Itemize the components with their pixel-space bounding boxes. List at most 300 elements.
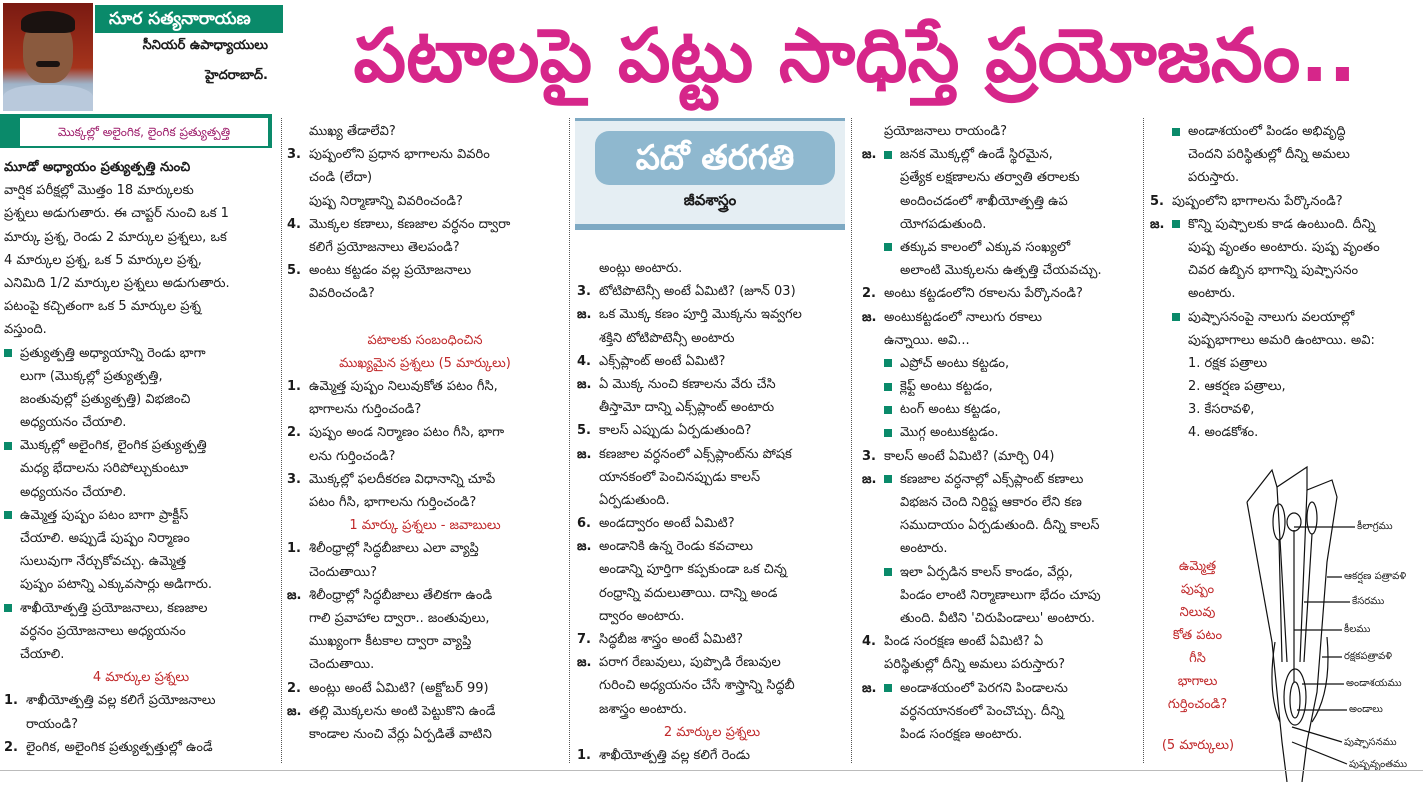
line-text: లైంగిక, అలైంగిక ప్రత్యుత్పత్తుల్లో ఉండే: [26, 739, 213, 755]
text-line: [577, 651, 847, 674]
text-line: [4, 156, 278, 179]
bullet-square-icon: [1172, 128, 1180, 136]
bullet-square-icon: [1172, 313, 1180, 321]
text-line: [1150, 213, 1422, 236]
text-line: [1150, 143, 1422, 166]
line-text: శిలీంధ్రాల్లో సిద్ధబీజాలు ఎలా వ్యాప్తి: [309, 541, 479, 557]
text-line: [4, 272, 278, 295]
diagram-label: అండాలు: [1349, 704, 1383, 715]
bullet-square-icon: [884, 684, 892, 692]
line-text: చేయాలి. అప్పుడే పుష్పం నిర్మాణం: [20, 531, 190, 546]
question-marker: జ.: [862, 471, 877, 487]
line-text: పుష్పం పటాన్ని ఎక్కువసార్లు అడిగారు.: [20, 577, 213, 593]
text-line: [4, 736, 278, 759]
line-text: 4 మార్కుల ప్రశ్న, ఒక 5 మార్కుల ప్రశ్న,: [4, 252, 202, 268]
line-text: అంటారు.: [900, 541, 948, 557]
text-line: [862, 282, 1140, 305]
figure-caption: [1150, 555, 1245, 716]
question-marker: జ.: [287, 703, 302, 719]
line-text: లుగా (మొక్కల్లో ప్రత్యుత్పత్తి,: [20, 368, 163, 384]
caption-line: గీసి: [1189, 651, 1206, 666]
line-text: విభజన చెంది నిర్దిష్ట ఆకారం లేని కణ: [900, 495, 1082, 510]
text-line: [287, 236, 563, 259]
line-text: తీస్తామో దాన్ని ఎక్స్‌ప్లాంట్ అంటారు: [599, 400, 775, 416]
line-text: అంటుకట్టడంలో నాలుగు రకాలు: [884, 309, 1042, 325]
text-line: [4, 689, 278, 712]
line-text: ఉమ్మెత్త పుష్పం పటం బాగా ప్రాక్టీస్: [20, 507, 189, 523]
article-column-1: [4, 156, 278, 759]
text-line: [862, 236, 1140, 259]
text-line: [862, 514, 1140, 537]
datura-flower-diagram: [1232, 462, 1423, 782]
text-line: [1150, 352, 1422, 375]
text-line: [577, 605, 847, 628]
line-text: పటాలకు సంబంధించిన: [367, 332, 483, 348]
line-text: యోగపడుతుంది.: [900, 216, 987, 232]
text-line: [862, 259, 1140, 282]
line-text: వివరించండి?: [309, 286, 375, 302]
line-text: ప్రశ్నలు అడుగుతారు. ఈ చాప్టర్ నుంచి ఒక 1: [4, 206, 229, 222]
text-line: [862, 468, 1140, 491]
line-text: పుష్పాసనంపై నాలుగు వలయాల్లో: [1188, 309, 1355, 325]
line-text: చివర ఉబ్బిన భాగాన్ని పుష్పాసనం: [1188, 263, 1359, 279]
line-text: పటంపై కచ్చితంగా ఒక 5 మార్కుల ప్రశ్న: [4, 299, 201, 315]
line-text: రాయండి?: [26, 716, 79, 732]
question-marker: 3.: [287, 147, 301, 163]
line-text: పుష్పభాగాలు అమరి ఉంటాయి. అవి:: [1188, 332, 1375, 348]
text-line: [4, 550, 278, 573]
text-line: [4, 226, 278, 249]
line-text: పుష్పం అండ నిర్మాణం పటం గీసి, భాగా: [309, 425, 505, 441]
text-line: [4, 620, 278, 643]
diagram-label: కీలాగ్రము: [1357, 521, 1393, 532]
line-text: మార్కు ప్రశ్న, రెండు 2 మార్కుల ప్రశ్నలు, ఒక: [4, 229, 227, 245]
text-line: [577, 350, 847, 373]
line-text: అధ్యయనం చేయాలి.: [20, 415, 127, 431]
text-line: [1150, 259, 1422, 282]
column-divider: [1143, 118, 1144, 763]
bullet-square-icon: [884, 568, 892, 576]
bullet-square-icon: [884, 383, 892, 391]
line-text: అంటు కట్టడం వల్ల ప్రయోజనాలు: [309, 263, 472, 279]
question-marker: జ.: [577, 307, 592, 323]
line-text: పరిస్థితుల్లో దీన్ని అమలు పరుస్తారు?: [884, 657, 1066, 673]
line-text: శాఖీయోత్పత్తి వల్ల కలిగే రెండు: [599, 747, 751, 763]
text-line: [4, 434, 278, 457]
line-text: మూడో అధ్యాయం ప్రత్యుత్పత్తి నుంచి: [4, 160, 191, 175]
diagram-label: ఆకర్షణ పత్రావళి: [1344, 571, 1407, 582]
line-text: జనక మొక్కల్లో ఉండే స్థిరమైన,: [900, 147, 1053, 163]
section-heading: [4, 666, 278, 689]
line-text: అండద్వారం అంటే ఏమిటి?: [599, 516, 735, 532]
line-text: 2 మార్కుల ప్రశ్నలు: [663, 724, 761, 740]
bullet-square-icon: [4, 349, 12, 357]
line-text: ప్రయోజనాలు రాయండి?: [884, 124, 1008, 139]
bullet-square-icon: [884, 406, 892, 414]
line-text: కాండాల నుంచి వేర్లు ఏర్పడితే వాటిని: [309, 726, 492, 742]
question-marker: 4.: [577, 353, 591, 369]
line-text: గాలి ప్రవాహాల ద్వారా.. జంతువులు,: [309, 610, 490, 626]
question-marker: జ.: [577, 376, 592, 392]
question-marker: 1.: [4, 693, 18, 709]
text-line: [862, 375, 1140, 398]
line-text: ఏర్పడుతుంది.: [599, 492, 670, 508]
line-text: ఏ మొక్క నుంచి కణాలను వేరు చేసి: [599, 376, 776, 392]
text-line: [1150, 329, 1422, 352]
text-line: [862, 630, 1140, 653]
line-text: అంట్లు అంటే ఏమిటి? (అక్టోబర్ 99): [309, 680, 489, 696]
line-text: 2. ఆకర్షణ పత్రాలు,: [1188, 379, 1286, 395]
text-line: [862, 190, 1140, 213]
line-text: మొగ్గ అంటుకట్టడం.: [900, 425, 999, 441]
question-marker: 3.: [577, 284, 591, 300]
section-heading: [577, 721, 847, 744]
text-line: [577, 628, 847, 651]
text-line: [4, 457, 278, 480]
question-marker: జ.: [577, 539, 592, 555]
question-marker: 1.: [577, 747, 591, 763]
question-marker: 5.: [287, 263, 301, 279]
line-text: ఇలా ఏర్పడిన కాలస్ కాండం, వేర్లు,: [900, 564, 1073, 580]
text-line: [4, 411, 278, 434]
page-title: పటాలపై పట్టు సాధిస్తే ప్రయోజనం..: [353, 13, 1357, 99]
text-line: [1150, 375, 1422, 398]
article-column-5: [1150, 120, 1422, 445]
text-line: [862, 306, 1140, 329]
text-line: [862, 584, 1140, 607]
caption-line: పుష్పం: [1180, 582, 1215, 597]
page-bottom-rule: [0, 770, 1423, 771]
line-text: పిండ సంరక్షణ అంటారు.: [900, 726, 1023, 742]
line-text: జశాస్త్రం అంటారు.: [599, 701, 687, 717]
text-line: [577, 373, 847, 396]
bullet-square-icon: [884, 359, 892, 367]
line-text: శాఖీయోత్పత్తి ప్రయోజనాలు, కణజాల: [20, 600, 208, 616]
author-city: హైదరాబాద్.: [205, 68, 268, 83]
line-text: వస్తుంది.: [4, 322, 47, 338]
line-text: అందించడంలో శాఖీయోత్పత్తి ఉప: [900, 193, 1068, 209]
question-marker: 2.: [4, 739, 18, 755]
flower-drawing: [1232, 462, 1423, 782]
line-text: 4. అండకోశం.: [1188, 425, 1259, 441]
text-line: [577, 489, 847, 512]
line-text: వార్షిక పరీక్షల్లో మొత్తం 18 మార్కులకు: [4, 183, 194, 199]
bullet-square-icon: [884, 429, 892, 437]
line-text: సులువుగా నేర్చుకోవచ్చు. ఉమ్మెత్త: [20, 554, 187, 570]
text-line: [862, 143, 1140, 166]
question-marker: జ.: [862, 147, 877, 163]
text-line: [862, 607, 1140, 630]
text-line: [577, 419, 847, 442]
text-line: [1150, 282, 1422, 305]
text-line: [4, 713, 278, 736]
line-text: 1. రక్షక పత్రాలు: [1188, 355, 1268, 371]
text-line: [577, 744, 847, 767]
diagram-label: కీలము: [1344, 624, 1371, 635]
line-text: ఉన్నాయి. అవి...: [884, 332, 970, 348]
line-text: పిండం లాంటి నిర్మాణాలుగా భేదం చూపు: [900, 587, 1101, 603]
question-marker: 2.: [862, 286, 876, 302]
line-text: ప్రత్యుత్పత్తి అధ్యాయాన్ని రెండు భాగా: [20, 345, 206, 361]
author-role: సీనియర్ ఉపాధ్యాయులు: [142, 38, 268, 53]
text-line: [4, 573, 278, 596]
text-line: [577, 280, 847, 303]
subject-label: జీవశాస్త్రం: [683, 191, 737, 209]
text-line: [862, 700, 1140, 723]
line-text: అండాశయంలో పెరగని పిండాలను: [900, 680, 1068, 696]
line-text: గురించి అధ్యయనం చేసే శాస్త్రాన్ని సిద్ధబీ: [599, 678, 795, 694]
line-text: ద్వారం అంటారు.: [599, 608, 685, 624]
text-line: [862, 120, 1140, 143]
text-line: [1150, 398, 1422, 421]
text-line: [862, 653, 1140, 676]
caption-line: ఉమ్మెత్త: [1178, 559, 1217, 574]
line-text: కాలస్ ఎప్పుడు ఏర్పడుతుంది?: [599, 423, 752, 439]
text-line: [287, 120, 563, 143]
line-text: ఒక మొక్క కణం పూర్తి మొక్కను ఇవ్వగల: [599, 307, 802, 323]
bullet-square-icon: [4, 442, 12, 450]
text-line: [4, 318, 278, 341]
text-line: [4, 365, 278, 388]
line-text: జంతువుల్లో ప్రత్యుత్పత్తి) విభజించి: [20, 391, 191, 407]
line-text: ముఖ్యమైన ప్రశ్నలు (5 మార్కులు): [339, 355, 511, 371]
text-line: [287, 166, 563, 189]
text-line: [577, 674, 847, 697]
text-line: [862, 723, 1140, 746]
line-text: టంగ్ అంటు కట్టడం,: [900, 402, 1001, 418]
question-marker: 5.: [1150, 193, 1164, 209]
text-line: [287, 537, 563, 560]
text-line: [287, 468, 563, 491]
text-line: [1150, 120, 1422, 143]
text-line: [577, 327, 847, 350]
line-text: శక్తిని టోటిపొటెన్సీ అంటారు: [599, 330, 735, 346]
bullet-square-icon: [4, 511, 12, 519]
text-line: [862, 561, 1140, 584]
column-divider: [569, 118, 570, 763]
bullet-square-icon: [884, 243, 892, 251]
text-line: [4, 504, 278, 527]
text-line: [577, 466, 847, 489]
text-line: [287, 607, 563, 630]
text-line: [1150, 190, 1422, 213]
line-text: పిండ సంరక్షణ అంటే ఏమిటి? ఏ: [884, 634, 1044, 650]
line-text: ముఖ్య తేడాలేవి?: [309, 124, 396, 139]
line-text: తుంది. వీటిని 'చిరుపిండాలు' అంటారు.: [900, 610, 1095, 626]
text-line: [287, 630, 563, 653]
text-line: [287, 143, 563, 166]
line-text: ఉమ్మెత్త పుష్పం నిలువుకోత పటం గీసి,: [309, 379, 498, 395]
text-line: [577, 396, 847, 419]
caption-line: నిలువు: [1179, 605, 1216, 620]
text-line: [577, 698, 847, 721]
text-line: [577, 443, 847, 466]
text-line: [577, 512, 847, 535]
text-line: [862, 677, 1140, 700]
line-text: పరాగ రేణువులు, పుప్పొడి రేణువుల: [599, 655, 781, 671]
line-text: అండానికి ఉన్న రెండు కవచాలు: [599, 539, 754, 555]
bullet-square-icon: [884, 475, 892, 483]
line-text: 3. కేసరావళి,: [1188, 402, 1255, 418]
line-text: కణజాల వర్ధనాల్లో ఎక్స్‌ప్లాంట్ కణాలు: [900, 471, 1084, 487]
text-line: [862, 166, 1140, 189]
line-text: క్లెఫ్ట్ అంటు కట్టడం,: [900, 379, 993, 395]
text-line: [862, 398, 1140, 421]
text-line: [4, 597, 278, 620]
text-line: [4, 202, 278, 225]
line-text: అంటారు.: [1188, 286, 1236, 302]
line-text: శిలీంధ్రాల్లో సిద్ధబీజాలు తేలికగా ఉండి: [309, 587, 493, 603]
diagram-label: పుష్పవృంతము: [1349, 759, 1408, 770]
question-marker: 4.: [862, 634, 876, 650]
column-divider: [281, 118, 282, 763]
text-line: [287, 677, 563, 700]
line-text: 1 మార్కు ప్రశ్నలు - జవాబులు: [349, 518, 501, 534]
diagram-label: రక్షకపత్రావళి: [1344, 651, 1392, 662]
line-text: 4 మార్కుల ప్రశ్నలు: [92, 670, 190, 686]
line-text: తక్కువ కాలంలో ఎక్కువ సంఖ్యలో: [900, 239, 1071, 255]
line-text: అంటు కట్టడంలోని రకాలను పేర్కొనండి?: [884, 286, 1083, 302]
line-text: శాఖీయోత్పత్తి వల్ల కలిగే ప్రయోజనాలు: [26, 693, 216, 709]
line-text: రంధ్రాన్ని వదులుతాయి. దాన్ని అండ: [599, 585, 778, 601]
text-line: [287, 213, 563, 236]
diagram-label: కేసరము: [1352, 596, 1385, 607]
line-text: వర్ధనయానకంలో పెంచొచ్చు. దీన్ని: [900, 703, 1064, 719]
line-text: లను గుర్తించండి?: [309, 448, 396, 464]
line-text: ఎప్రోచ్ అంటు కట్టడం,: [900, 355, 1010, 371]
line-text: మధ్య భేదాలను సరిపోల్చుకుంటూ: [20, 461, 189, 477]
text-line: [287, 306, 563, 329]
text-line: [287, 421, 563, 444]
article-column-2: [287, 120, 563, 746]
line-text: కణజాల వర్ధనంలో ఎక్స్‌ప్లాంట్‌ను పోషక: [599, 446, 792, 462]
text-line: [4, 643, 278, 666]
text-line: [4, 295, 278, 318]
question-marker: 6.: [577, 516, 591, 532]
text-line: [287, 561, 563, 584]
text-line: [4, 527, 278, 550]
line-text: పుష్ప వృంతం అంటారు. పుష్ప వృంతం: [1188, 239, 1380, 255]
section-heading: [287, 329, 563, 352]
question-marker: జ.: [577, 655, 592, 671]
bullet-square-icon: [4, 604, 12, 612]
question-marker: 1.: [287, 379, 301, 395]
diagram-label: పుష్పాసనము: [1344, 737, 1397, 748]
text-line: [577, 558, 847, 581]
question-marker: జ.: [577, 446, 592, 462]
text-line: [287, 445, 563, 468]
text-line: [1150, 306, 1422, 329]
text-line: [4, 388, 278, 411]
question-marker: 2.: [287, 425, 301, 441]
question-marker: 2.: [287, 680, 301, 696]
text-line: [4, 342, 278, 365]
text-line: [287, 259, 563, 282]
line-text: వర్ధనం ప్రయోజనాలు అధ్యయనం: [20, 623, 186, 639]
bullet-square-icon: [884, 151, 892, 159]
topic-banner: [0, 114, 272, 148]
article-column-3: [577, 257, 847, 767]
text-line: [862, 445, 1140, 468]
line-text: ముఖ్యంగా కీటకాల ద్వారా వ్యాప్తి: [309, 634, 472, 650]
question-marker: 4.: [287, 216, 301, 232]
line-text: అలాంటి మొక్కలను ఉత్పత్తి చేయవచ్చు.: [900, 263, 1102, 279]
line-text: చెందుతాయి?: [309, 564, 377, 580]
line-text: తల్లి మొక్కలను అంటి పెట్టుకొని ఉండే: [309, 703, 496, 719]
author-name: సూర సత్యనారాయణ: [95, 5, 283, 33]
text-line: [1150, 421, 1422, 444]
question-marker: 3.: [862, 448, 876, 464]
text-line: [4, 249, 278, 272]
class-label: పదో తరగతి: [595, 131, 835, 185]
text-line: [287, 375, 563, 398]
text-line: [862, 213, 1140, 236]
line-text: సముదాయం ఏర్పడుతుంది. దీన్ని కాలస్: [900, 518, 1100, 534]
line-text: టోటిపొటెన్సీ అంటే ఏమిటి? (జూన్ 03): [599, 284, 796, 300]
line-text: మొక్కల్లో ఫలదీకరణ విధానాన్ని చూపే: [309, 471, 496, 487]
text-line: [1150, 166, 1422, 189]
line-text: ఎనిమిది 1/2 మార్కుల ప్రశ్నలు అడుగుతారు.: [4, 275, 230, 291]
text-line: [577, 535, 847, 558]
question-marker: జ.: [862, 680, 877, 696]
text-line: [577, 582, 847, 605]
line-text: పరుస్తారు.: [1188, 170, 1240, 186]
author-photo: [3, 3, 93, 111]
figure-marks: (5 మార్కులు): [1161, 738, 1235, 753]
question-marker: 7.: [577, 632, 591, 647]
line-text: కలిగే ప్రయోజనాలు తెలపండి?: [309, 239, 460, 255]
section-heading: [287, 352, 563, 375]
line-text: యానకంలో పెంచినప్పుడు కాలస్: [599, 469, 761, 485]
caption-line: గుర్తించండి?: [1167, 697, 1228, 712]
text-line: [4, 481, 278, 504]
section-heading: [287, 514, 563, 537]
question-marker: 3.: [287, 471, 301, 487]
text-line: [862, 329, 1140, 352]
line-text: చెందని పరిస్థితుల్లో దీన్ని అమలు: [1188, 147, 1350, 163]
caption-line: కోత పటం: [1172, 628, 1223, 643]
line-text: అండాన్ని పూర్తిగా కప్పకుండా ఒక చిన్న: [599, 562, 787, 578]
line-text: ఎక్స్‌ప్లాంట్ అంటే ఏమిటి?: [599, 353, 726, 369]
topic-label: మొక్కల్లో అలైంగిక, లైంగిక ప్రత్యుత్పత్తి: [20, 118, 268, 146]
text-line: [287, 584, 563, 607]
line-text: మొక్కల్లో అలైంగిక, లైంగిక ప్రత్యుత్పత్తి: [20, 438, 207, 454]
line-text: మొక్కల కణాలు, కణజాల వర్ధనం ద్వారా: [309, 216, 511, 232]
caption-line: భాగాలు: [1177, 674, 1218, 689]
text-line: [287, 190, 563, 213]
bullet-square-icon: [1172, 220, 1180, 228]
question-marker: జ.: [862, 309, 877, 325]
text-line: [287, 723, 563, 746]
line-text: అంట్లు అంటారు.: [599, 261, 683, 276]
line-text: సిద్ధబీజ శాస్త్రం అంటే ఏమిటి?: [599, 632, 743, 647]
text-line: [1150, 236, 1422, 259]
text-line: [4, 179, 278, 202]
text-line: [287, 398, 563, 421]
text-line: [862, 352, 1140, 375]
line-text: కాలస్ అంటే ఏమిటి? (మార్చి 04): [884, 448, 1055, 464]
line-text: అధ్యయనం చేయాలి.: [20, 484, 127, 500]
line-text: పటం గీసి, భాగాలను గుర్తించండి?: [309, 495, 477, 510]
text-line: [577, 303, 847, 326]
question-marker: జ.: [287, 587, 302, 603]
article-column-4: [862, 120, 1140, 746]
line-text: చండి (లేదా): [309, 170, 373, 186]
line-text: పుష్పంలోని ప్రధాన భాగాలను వివరిం: [309, 147, 490, 163]
line-text: భాగాలను గుర్తించండి?: [309, 402, 422, 418]
text-line: [287, 282, 563, 305]
line-text: పుష్పంలోని భాగాలను పేర్కొనండి?: [1172, 193, 1343, 209]
